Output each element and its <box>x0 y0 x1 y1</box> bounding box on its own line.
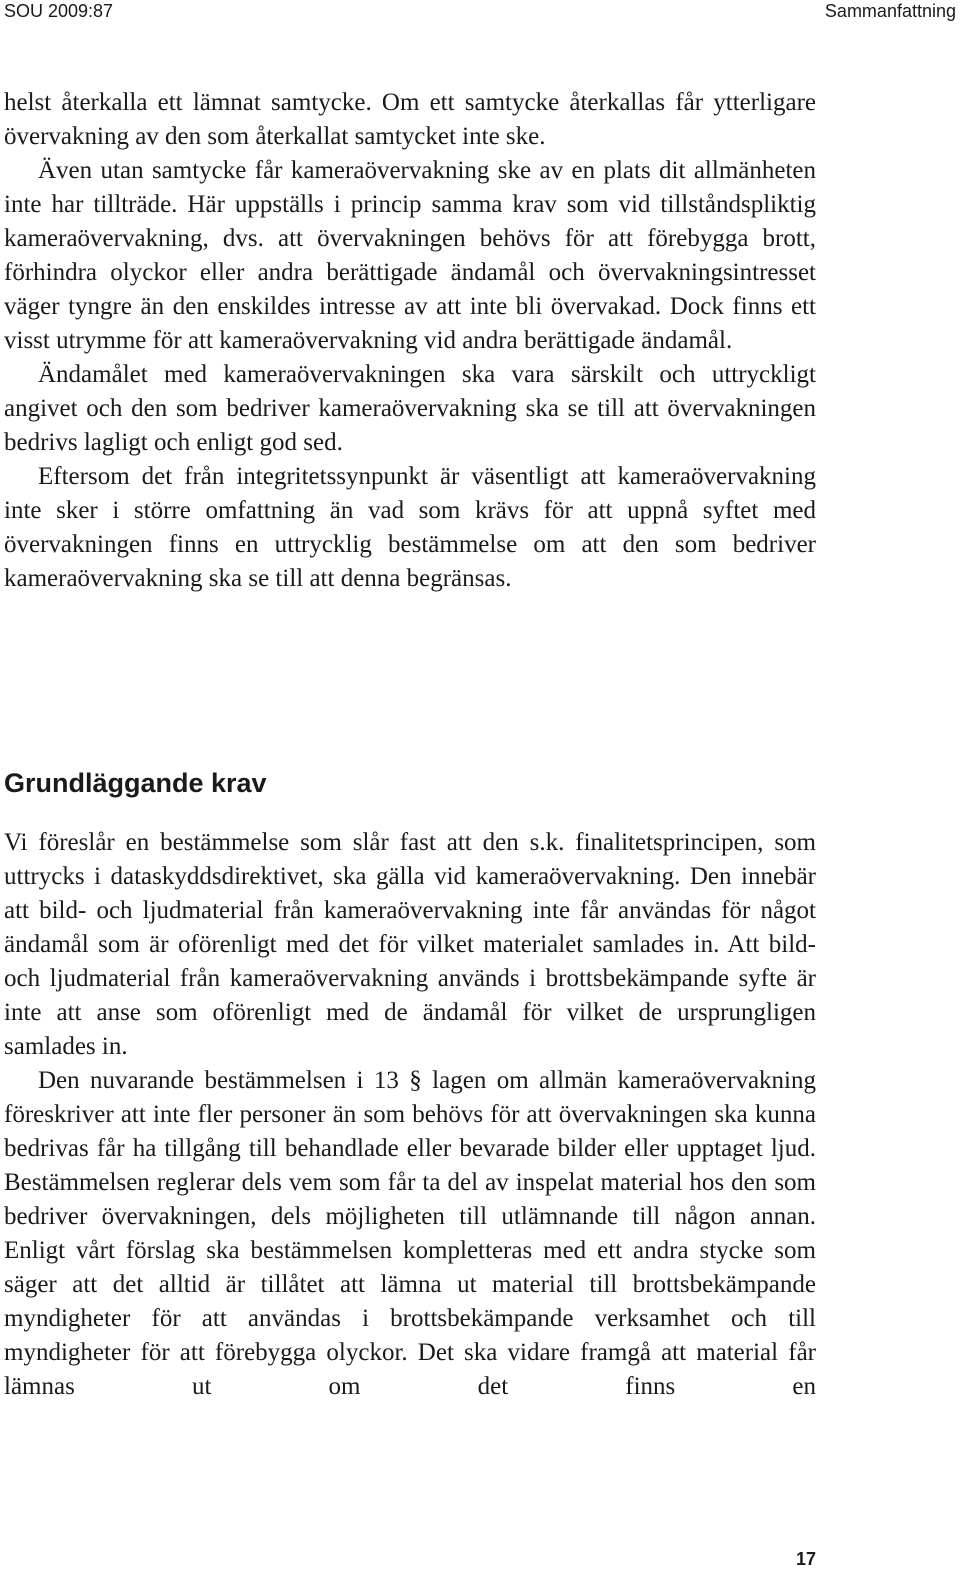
chapter-title: Sammanfattning <box>824 1 956 21</box>
running-header <box>4 0 956 24</box>
body-text-top <box>4 86 816 596</box>
paragraph: helst återkalla ett lämnat samtycke. Om ett samtycke återkallas får ytterligare övervakning av den som återkallat samtycket inte ske. <box>4 89 816 150</box>
page-number: 17 <box>795 1549 816 1569</box>
section-heading: Grundläggande krav <box>4 768 267 798</box>
paragraph: Vi föreslår en bestämmelse som slår fast att den s.k. finalitetsprincipen, som uttrycks i dataskyddsdirektivet, ska gälla vid kameraövervakning. Den innebär att bild- och ljudmaterial från kameraövervakning inte får användas för något ändamål som är oförenligt med det för vilket materialet samlades in. Att bild- och ljudmaterial från kameraövervakning används i brottsbekämpande syfte är inte att anse som oförenligt med de ändamål för vilket de ursprungligen samlades in. <box>4 829 816 1060</box>
paragraph: Eftersom det från integritetssynpunkt är väsentligt att kameraövervakning inte sker i större omfattning än vad som krävs för att uppnå syftet med övervakningen finns en uttrycklig bestämmelse om att den som bedriver kameraövervakning ska se till att denna begränsas. <box>4 463 816 592</box>
body-text-section <box>4 826 816 1404</box>
paragraph: Även utan samtycke får kameraövervakning ske av en plats dit allmänheten inte har tillträde. Här uppställs i princip samma krav som vid tillståndspliktig kameraövervakning, dvs. att övervakningen behövs för att förebygga brott, förhindra olyckor eller andra berättigade ändamål och övervakningsintresset väger tyngre än den enskildes intresse av att inte bli övervakad. Dock finns ett visst utrymme för att kameraövervakning vid andra berättigade ändamål. <box>4 157 816 354</box>
paragraph: Den nuvarande bestämmelsen i 13 § lagen om allmän kameraövervakning föreskriver att inte fler personer än som behövs för att övervakningen ska kunna bedrivas får ha tillgång till behandlade eller bevarade bilder eller upptaget ljud. Bestämmelsen reglerar dels vem som får ta del av inspelat material hos den som bedriver övervakningen, dels möjligheten till utlämnande till någon annan. Enligt vårt förslag ska bestämmelsen kompletteras med ett andra stycke som säger att det alltid är tillåtet att lämna ut material till brottsbekämpande myndigheter för att användas i brottsbekämpande verksamhet och till myndigheter för att förebygga olyckor. Det ska vidare framgå att material får lämnas ut om det finns en <box>4 1067 816 1400</box>
paragraph: Ändamålet med kameraövervakningen ska vara särskilt och uttryckligt angivet och den som bedriver kameraövervakning ska se till att övervakningen bedrivs lagligt och enligt god sed. <box>4 361 816 456</box>
report-id: SOU 2009:87 <box>4 1 114 21</box>
